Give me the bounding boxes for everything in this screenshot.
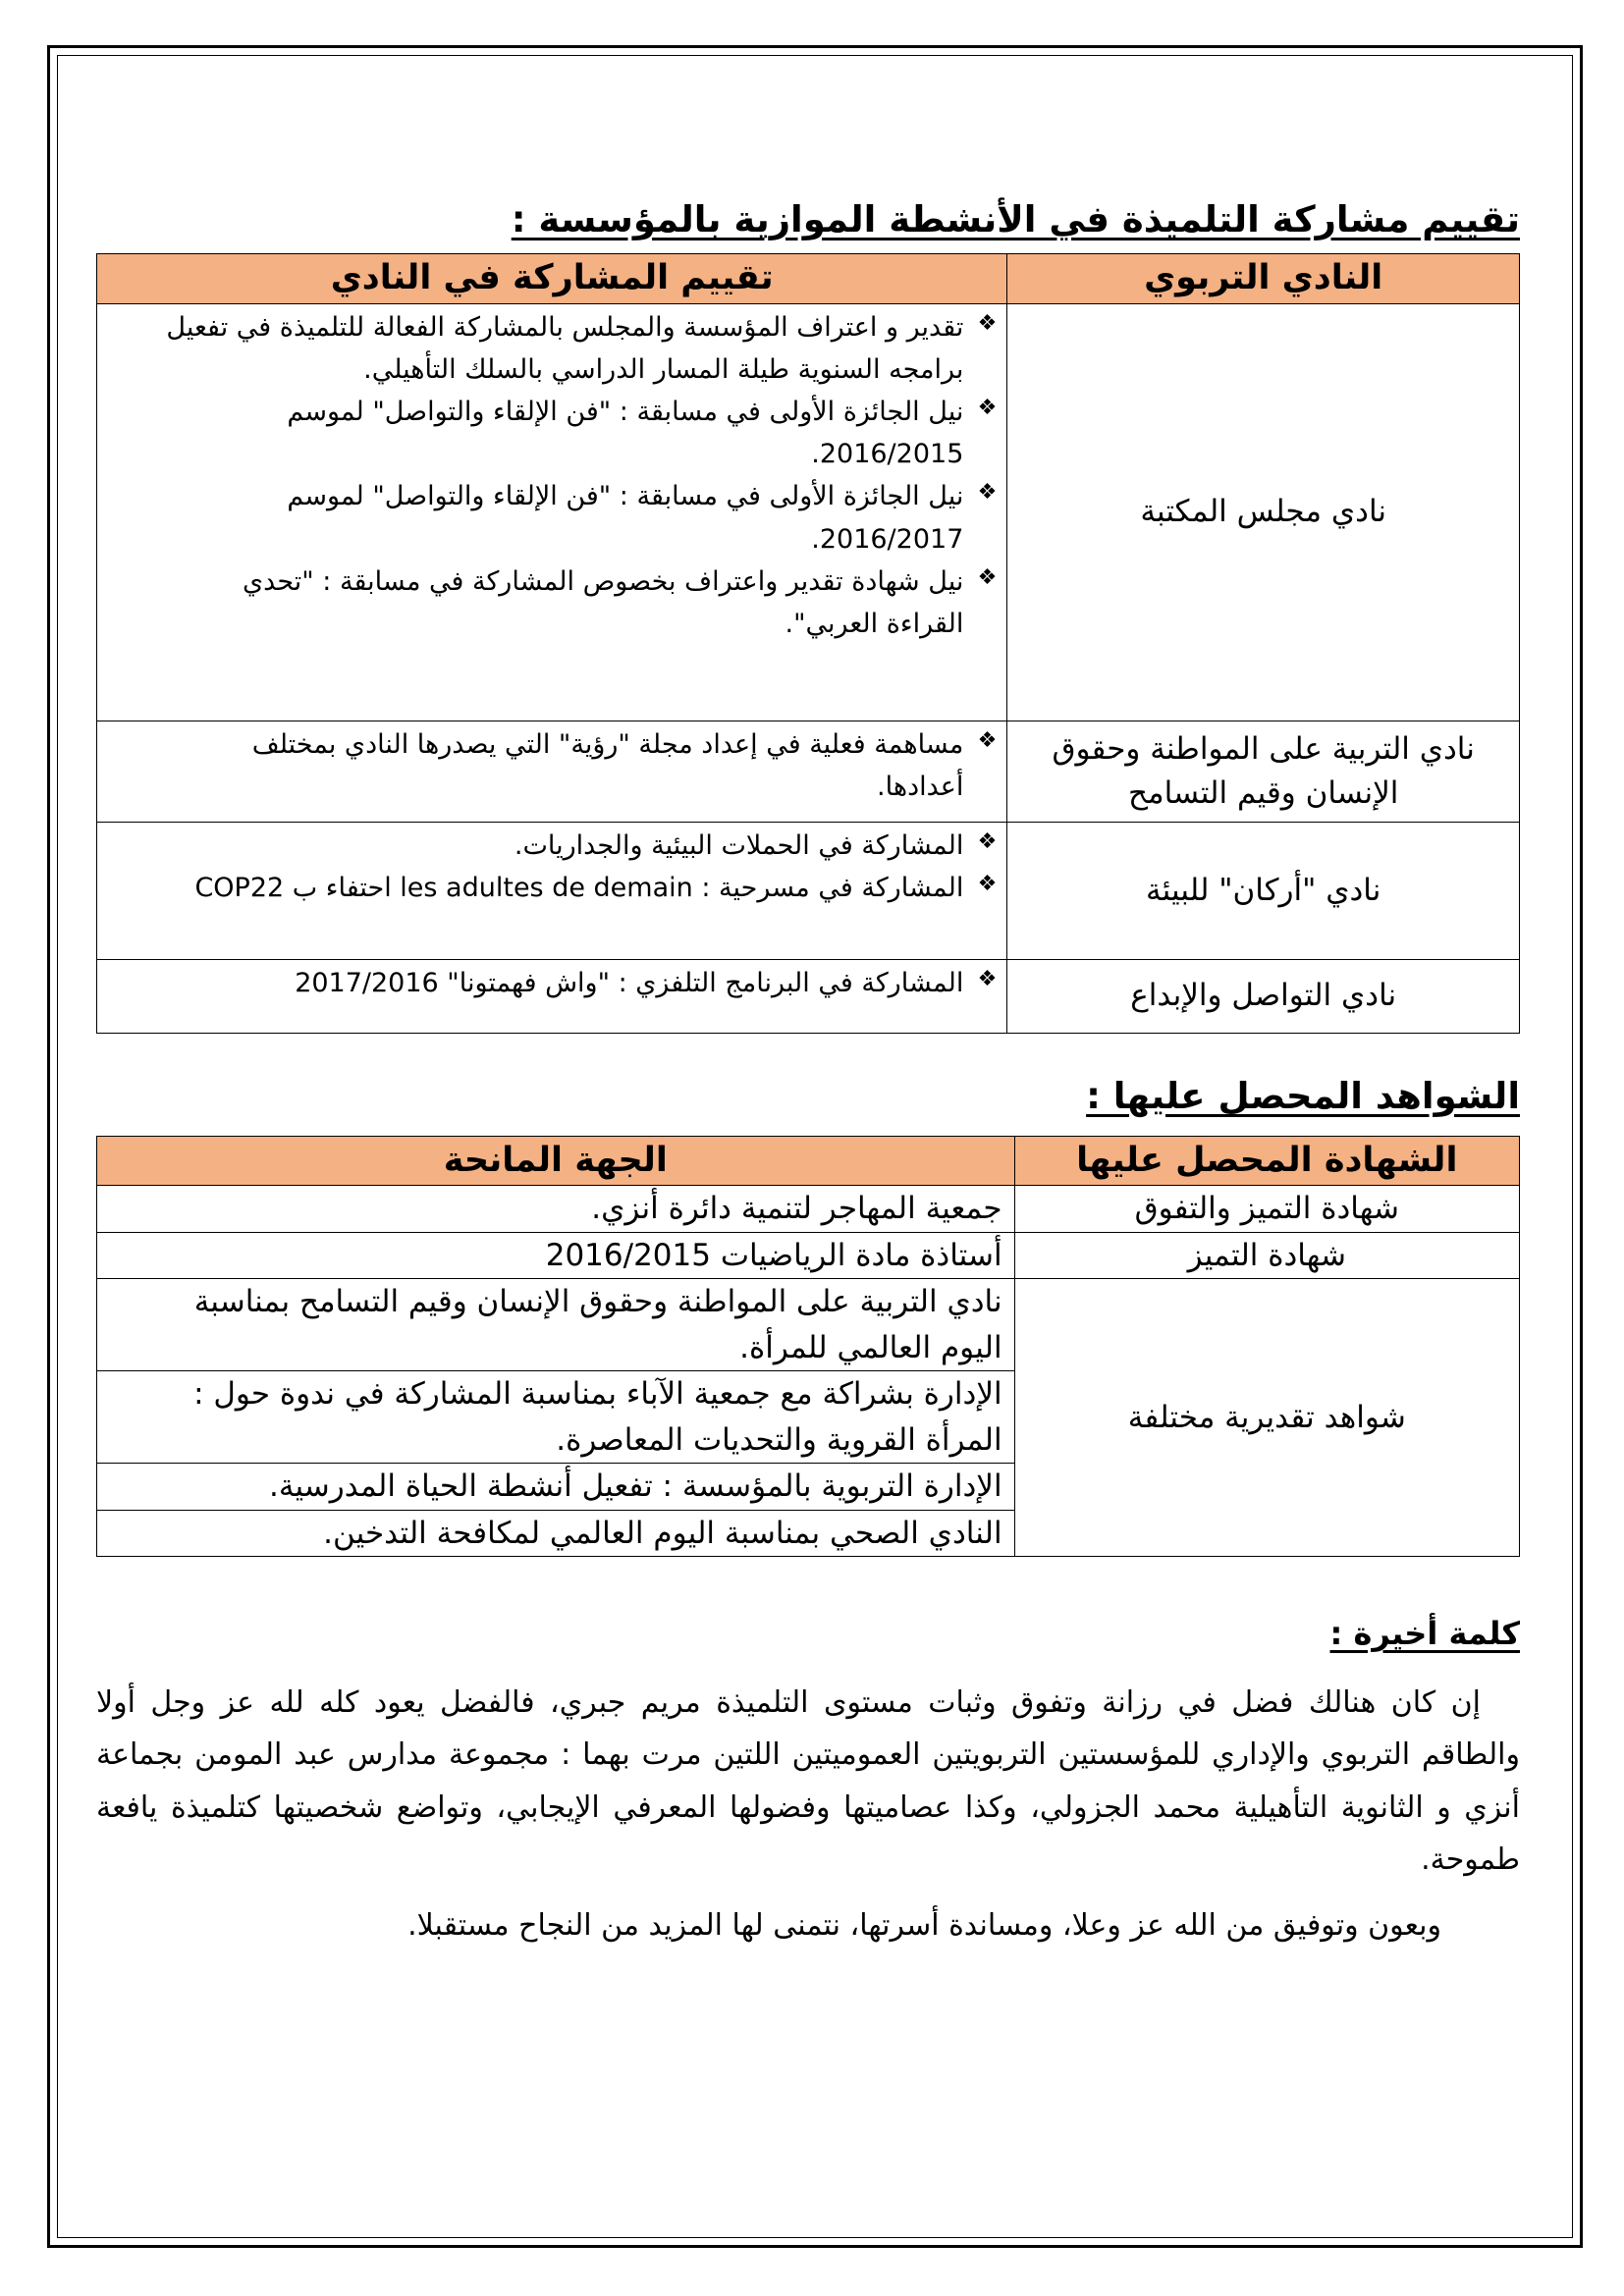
document-content: [96, 196, 1520, 1952]
evaluation-cell: [97, 303, 1007, 721]
section-title-activities: تقييم مشاركة التلميذة في الأنشطة الموازية بالمؤسسة :: [511, 198, 1520, 240]
header-club: النادي التربوي: [1007, 254, 1520, 304]
evaluation-cell: [97, 959, 1007, 1033]
list-item: ❖ نيل الجائزة الأولى في مسابقة : "فن الإلقاء والتواصل" لموسم 2016/2015.: [166, 391, 997, 475]
header-giver: الجهة المانحة: [97, 1136, 1015, 1186]
list-item: ❖ المشاركة في مسرحية : les adultes de demain احتفاء ب COP22: [166, 867, 997, 909]
table-row: [97, 1279, 1520, 1371]
diamond-bullet-icon: ❖: [977, 564, 998, 590]
evaluation-cell: [97, 822, 1007, 959]
certificate-name: شهادة التميز: [1014, 1232, 1519, 1279]
club-name: نادي "أركان" للبيئة: [1007, 822, 1520, 959]
table-row: [97, 959, 1520, 1033]
diamond-bullet-icon: ❖: [977, 395, 998, 420]
diamond-bullet-icon: ❖: [977, 727, 998, 753]
closing-wish: وبعون وتوفيق من الله عز وعلا، ومساندة أسرتها، نتمنى لها المزيد من النجاح مستقبلا.: [407, 1908, 1441, 1944]
list-item: ❖ المشاركة في البرنامج التلفزي : "واش فهمتونا" 2017/2016: [166, 962, 997, 1004]
club-name: نادي التواصل والإبداع: [1007, 959, 1520, 1033]
certificate-giver: أستاذة مادة الرياضيات 2016/2015: [97, 1232, 1015, 1279]
final-paragraph: إن كان هنالك فضل في رزانة وتفوق وثبات مستوى التلميذة مريم جبري، فالفضل يعود كله لله عز وجل أولا والطاقم التربوي والإداري للمؤسستين التربويتين العموميتين اللتين مرت بهما : مجموعة مدارس عبد المومن بجماعة أنزي و الثانوية التأهيلية محمد الجزولي، وكذا عصاميتها وفضولها المعرفي الإيجابي، وتواضع شخصيتها كتلميذة يافعة طموحة.: [96, 1684, 1520, 1877]
certificates-table: [96, 1136, 1520, 1558]
evaluation-list: [166, 306, 997, 646]
list-item: ❖ المشاركة في الحملات البيئية والجداريات.: [166, 825, 997, 867]
table-row: [97, 1232, 1520, 1279]
diamond-bullet-icon: ❖: [977, 480, 998, 506]
certificate-giver: النادي الصحي بمناسبة اليوم العالمي لمكافحة التدخين.: [97, 1510, 1015, 1557]
activities-header-row: [97, 254, 1520, 304]
certificate-name: شواهد تقديرية مختلفة: [1014, 1279, 1519, 1557]
club-name: نادي مجلس المكتبة: [1007, 303, 1520, 721]
table-row: [97, 303, 1520, 721]
header-cert: الشهادة المحصل عليها: [1014, 1136, 1519, 1186]
club-name: نادي التربية على المواطنة وحقوق الإنسان وقيم التسامح: [1007, 721, 1520, 822]
evaluation-cell: [97, 721, 1007, 822]
certificates-header-row: [97, 1136, 1520, 1186]
list-item: ❖ تقدير و اعتراف المؤسسة والمجلس بالمشاركة الفعالة للتلميذة في تفعيل برامجه السنوية طيلة المسار الدراسي بالسلك التأهيلي.: [166, 306, 997, 391]
table-row: [97, 822, 1520, 959]
list-item: ❖ نيل الجائزة الأولى في مسابقة : "فن الإلقاء والتواصل" لموسم 2016/2017.: [166, 475, 997, 560]
certificate-giver: جمعية المهاجر لتنمية دائرة أنزي.: [97, 1186, 1015, 1233]
certificate-giver: الإدارة التربوية بالمؤسسة : تفعيل أنشطة الحياة المدرسية.: [97, 1464, 1015, 1511]
diamond-bullet-icon: ❖: [977, 310, 998, 336]
certificate-giver: الإدارة بشراكة مع جمعية الآباء بمناسبة المشاركة في ندوة حول : المرأة القروية والتحديات المعاصرة.: [97, 1371, 1015, 1464]
table-row: [97, 721, 1520, 822]
certificate-name: شهادة التميز والتفوق: [1014, 1186, 1519, 1233]
section-title-certificates: الشواهد المحصل عليها :: [1086, 1074, 1520, 1117]
diamond-bullet-icon: ❖: [977, 828, 998, 854]
diamond-bullet-icon: ❖: [977, 966, 998, 991]
list-item: ❖ نيل شهادة تقدير واعتراف بخصوص المشاركة في مسابقة : "تحدي القراءة العربي".: [166, 561, 997, 645]
header-eval: تقييم المشاركة في النادي: [97, 254, 1007, 304]
section-title-final-word: كلمة أخيرة :: [1329, 1615, 1520, 1653]
certificate-giver: نادي التربية على المواطنة وحقوق الإنسان وقيم التسامح بمناسبة اليوم العالمي للمرأة.: [97, 1279, 1015, 1371]
activities-table: [96, 253, 1520, 1034]
list-item: ❖ مساهمة فعلية في إعداد مجلة "رؤية" التي يصدرها النادي بمختلف أعدادها.: [166, 723, 997, 808]
diamond-bullet-icon: ❖: [977, 871, 998, 896]
table-row: [97, 1186, 1520, 1233]
